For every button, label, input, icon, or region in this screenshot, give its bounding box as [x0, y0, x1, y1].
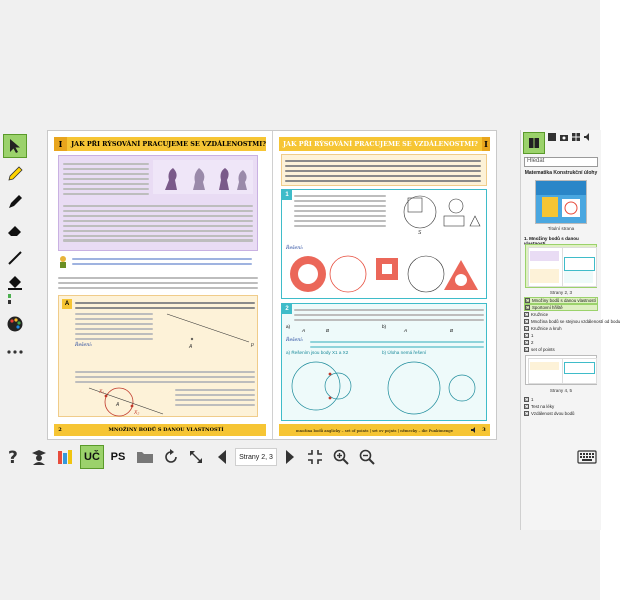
- spread-2-3-caption: Strany 2, 3: [549, 290, 573, 295]
- task-1-text: [294, 192, 386, 229]
- pencil-tool[interactable]: [3, 162, 27, 186]
- left-page: [48, 131, 273, 439]
- right-page-number: 3: [482, 427, 486, 433]
- notes-icon: [547, 132, 557, 142]
- highlighter-tool[interactable]: [3, 190, 27, 214]
- keyboard-button[interactable]: [576, 446, 598, 468]
- book-title: Matematika Konstrukční úlohy: [524, 170, 598, 176]
- label-X1: X₁: [99, 389, 104, 395]
- zoom-in-icon: [333, 449, 349, 465]
- left-page-number: 2: [58, 427, 62, 433]
- mascot-icon: [58, 255, 68, 269]
- task-2-box: [281, 303, 487, 421]
- cursor-arrow-icon: [7, 138, 23, 154]
- label-S: S: [418, 230, 422, 236]
- task-2-number: 2: [282, 304, 292, 314]
- book-spread: [47, 130, 497, 440]
- library-button[interactable]: [54, 446, 76, 468]
- search-input[interactable]: Hledat: [524, 157, 598, 167]
- resource-item[interactable]: C 1: [525, 396, 534, 402]
- resource-item[interactable]: C set of points: [525, 346, 555, 352]
- page-title: JAK PŘI RÝSOVÁNÍ PRACUJEME SE VZDÁLENOSTMI?: [71, 140, 266, 148]
- task-1-solution-diagram: [286, 252, 484, 296]
- left-toolbar: [0, 130, 30, 470]
- left-page-header: [54, 137, 266, 151]
- palette-icon: [6, 315, 24, 333]
- paint-bucket-icon: [6, 273, 24, 291]
- student-book-button[interactable]: UČ: [80, 445, 104, 469]
- folder-icon: [136, 449, 154, 465]
- label-X2: X₂: [134, 410, 140, 416]
- circle-intersection-diagram: [79, 384, 169, 418]
- more-dots-icon: [6, 349, 24, 355]
- book-icon: [527, 136, 541, 150]
- eraser-icon: [6, 221, 24, 239]
- resource-item[interactable]: C Vzdálenost dvou bodů: [525, 410, 575, 416]
- example-number: A: [62, 299, 72, 309]
- task-2-point-B: B: [326, 328, 330, 333]
- example-reseni-label: Řešení:: [75, 342, 93, 348]
- right-page-title: JAK PŘI RÝSOVÁNÍ PRACUJEME SE VZDÁLENOSTMI?: [283, 140, 478, 148]
- tab-gallery[interactable]: [559, 132, 569, 142]
- question-mark-icon: [7, 448, 21, 466]
- line-icon: [6, 249, 24, 267]
- tab-notes[interactable]: [547, 132, 557, 142]
- spread-2-3-thumbnail[interactable]: [525, 244, 597, 288]
- keyboard-icon: [577, 450, 597, 464]
- right-page-header: [279, 137, 490, 151]
- highlighter-icon: [6, 193, 24, 211]
- color-swatch-icon: [6, 293, 24, 305]
- zoom-out-icon: [359, 449, 375, 465]
- right-page: [273, 131, 496, 439]
- task-2-reseni-lines: [310, 338, 484, 351]
- definition-text: [58, 274, 258, 292]
- svg-text:A: A: [116, 402, 120, 408]
- line-tool[interactable]: [3, 246, 27, 270]
- teacher-button[interactable]: [28, 446, 50, 468]
- previous-page-button[interactable]: [212, 446, 232, 468]
- resource-item[interactable]: C 1: [525, 332, 534, 338]
- resource-item[interactable]: C Množina bodů se stejnou vzdáleností od bodu: [525, 318, 620, 324]
- task-2-part-b: b): [382, 324, 387, 329]
- fullscreen-expand-button[interactable]: [186, 446, 206, 468]
- tab-contents[interactable]: [523, 132, 545, 154]
- spread-4-5-thumbnail[interactable]: [525, 355, 597, 385]
- zoom-out-button[interactable]: [356, 446, 378, 468]
- intro-box: [58, 155, 258, 251]
- chevron-left-icon: [216, 449, 228, 465]
- right-chapter-number: I: [482, 137, 490, 151]
- panel-tabs: [521, 130, 601, 156]
- resource-item[interactable]: C 2: [525, 339, 534, 345]
- svg-text:?: ?: [8, 448, 18, 468]
- task-2-point-B-b: B: [450, 328, 454, 333]
- label-A: A: [189, 344, 193, 350]
- resource-item[interactable]: C Množiny bodů s danou vlastností: [524, 297, 598, 304]
- tab-audio[interactable]: [583, 132, 593, 142]
- task-2-part-a: a): [286, 324, 291, 329]
- chapter-number: I: [54, 137, 67, 151]
- example-side-note: [175, 386, 255, 409]
- resource-item[interactable]: C Kružnice a kruh: [525, 325, 562, 331]
- page-indicator[interactable]: Strany 2, 3: [235, 448, 277, 466]
- tab-grid[interactable]: [571, 132, 581, 142]
- task-2-point-A: A: [302, 328, 306, 333]
- eraser-tool[interactable]: [3, 218, 27, 242]
- palette-tool[interactable]: [3, 312, 27, 336]
- workbook-button[interactable]: PS: [110, 451, 126, 463]
- more-tools[interactable]: [3, 340, 27, 364]
- task-2-reseni: Řešení:: [286, 338, 304, 343]
- color-swatches[interactable]: [3, 292, 27, 306]
- note-line: [58, 255, 258, 271]
- right-page-footer: [279, 424, 490, 436]
- task-1-shapes-diagram: [390, 192, 484, 236]
- resource-item[interactable]: C Test na léky: [525, 403, 555, 409]
- section-1-title[interactable]: 1. Množiny bodů s danou: [524, 236, 579, 241]
- task-2-solution-a: a) Řešením jsou body X1 a X2: [286, 350, 349, 355]
- pencil-icon: [6, 165, 24, 183]
- line-point-diagram: [159, 306, 255, 350]
- example-solution-lines: [75, 368, 255, 386]
- exit-fullscreen-button[interactable]: [304, 446, 326, 468]
- help-button[interactable]: [4, 446, 24, 468]
- zoom-in-button[interactable]: [330, 446, 352, 468]
- intro-text-lower: [63, 202, 253, 244]
- teacher-icon: [30, 448, 48, 466]
- left-footer-title: MNOŽINY BODŮ S DANOU VLASTNOSTÍ: [108, 427, 224, 433]
- collapse-icon: [307, 449, 323, 465]
- task-2-point-A-b: A: [404, 328, 408, 333]
- task-2-circles-diagram: [286, 356, 486, 418]
- books-icon: [56, 448, 74, 466]
- resource-item[interactable]: C Kružnice: [525, 311, 549, 317]
- expand-arrows-icon: [188, 449, 204, 465]
- intro-text-lines: [63, 160, 149, 197]
- open-folder-button[interactable]: [134, 446, 156, 468]
- pointer-tool[interactable]: [3, 134, 27, 158]
- example-given: [75, 310, 153, 366]
- chevron-right-icon: [284, 449, 296, 465]
- label-p: p: [251, 342, 254, 348]
- task-2-text: [294, 306, 484, 324]
- chess-figures-image: [153, 160, 253, 194]
- cover-caption: Titulní strana: [547, 226, 575, 231]
- side-panel: [520, 130, 620, 530]
- spread-4-5-caption: Strany 4, 5: [549, 388, 573, 393]
- fill-tool[interactable]: [3, 270, 27, 294]
- refresh-icon: [162, 448, 180, 466]
- task-1-number: 1: [282, 190, 292, 200]
- task-1-box: [281, 189, 487, 299]
- chess-pieces-icon: [153, 160, 253, 194]
- resource-item[interactable]: C Sportovní hřiště: [524, 304, 598, 311]
- cover-illustration-icon: [536, 181, 586, 223]
- speaker-icon[interactable]: [470, 426, 478, 434]
- task-2-solution-b: b) Úloha nemá řešení: [382, 350, 427, 355]
- camera-icon: [559, 132, 569, 142]
- audio-icon: [583, 132, 593, 142]
- cover-thumbnail[interactable]: [535, 180, 587, 224]
- refresh-button[interactable]: [160, 446, 182, 468]
- definition-box: [281, 154, 487, 186]
- left-page-footer: [54, 424, 266, 436]
- next-page-button[interactable]: [280, 446, 300, 468]
- task-1-reseni: Řešení:: [286, 246, 304, 251]
- grid-icon: [571, 132, 581, 142]
- right-footer-words: množina bodů anglicky – set of points | set ov pojnts | německy – die Punktmenge: [296, 427, 453, 433]
- example-box: [58, 295, 258, 417]
